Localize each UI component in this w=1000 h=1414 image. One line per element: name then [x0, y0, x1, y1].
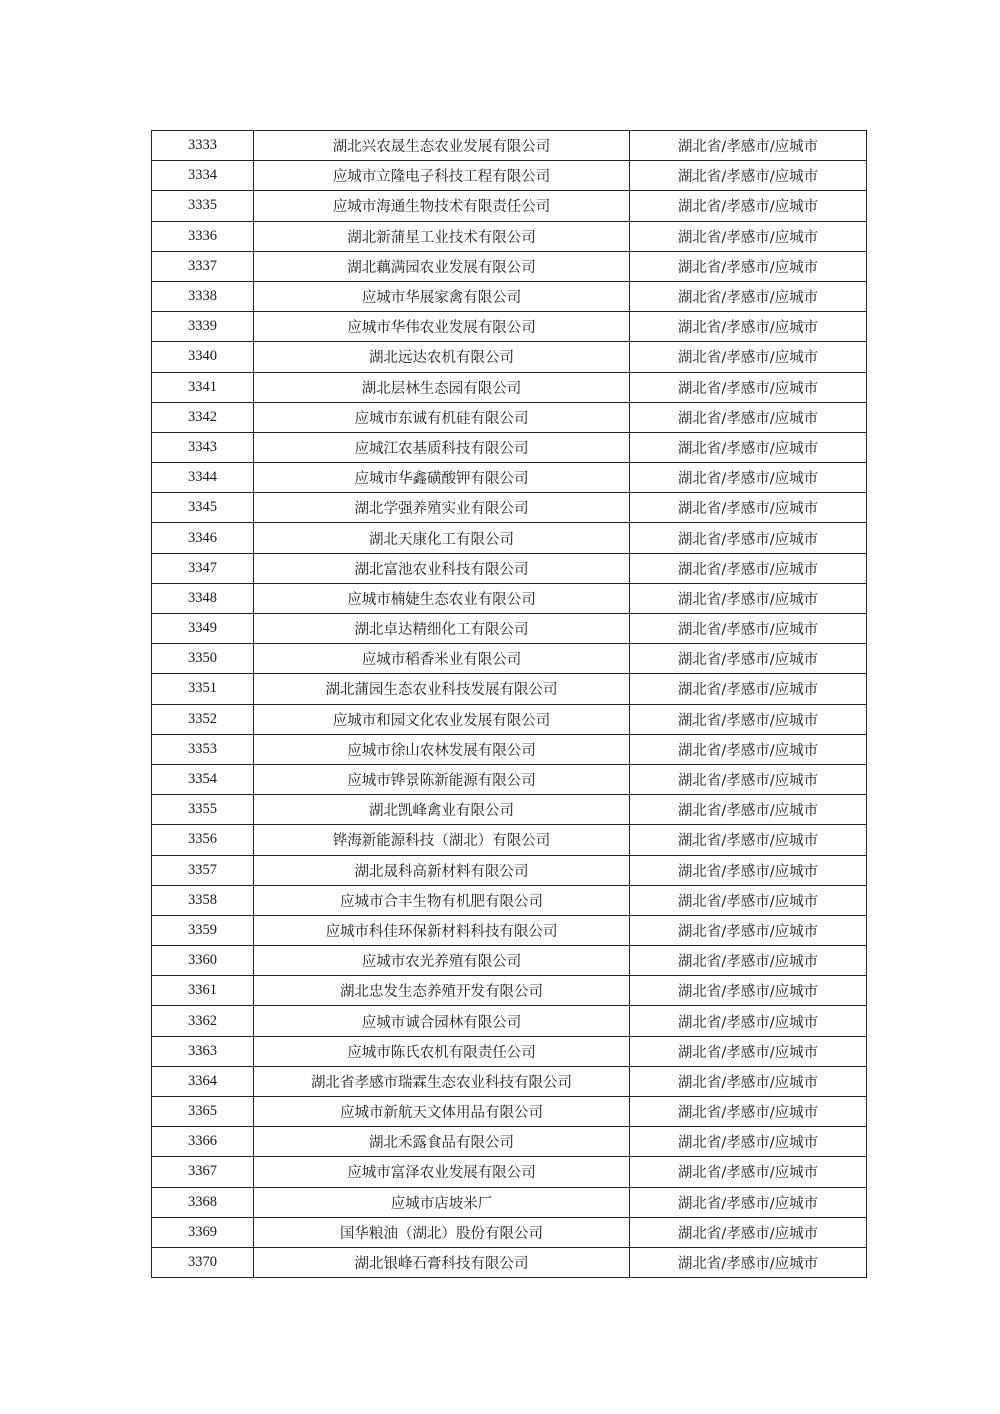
row-number-cell: 3340 [152, 342, 254, 372]
company-name-cell: 应城市新航天文体用品有限公司 [254, 1097, 630, 1127]
region-cell: 湖北省/孝感市/应城市 [630, 1036, 867, 1066]
table-row [152, 312, 867, 342]
region-cell: 湖北省/孝感市/应城市 [630, 342, 867, 372]
region-cell: 湖北省/孝感市/应城市 [630, 312, 867, 342]
row-number-cell: 3335 [152, 191, 254, 221]
region-cell: 湖北省/孝感市/应城市 [630, 432, 867, 462]
table-row [152, 674, 867, 704]
row-number-cell: 3361 [152, 976, 254, 1006]
table-row [152, 1217, 867, 1247]
region-cell: 湖北省/孝感市/应城市 [630, 402, 867, 432]
row-number-cell: 3366 [152, 1127, 254, 1157]
region-cell: 湖北省/孝感市/应城市 [630, 976, 867, 1006]
row-number-cell: 3349 [152, 614, 254, 644]
table-row [152, 463, 867, 493]
region-cell: 湖北省/孝感市/应城市 [630, 644, 867, 674]
row-number-cell: 3360 [152, 946, 254, 976]
region-cell: 湖北省/孝感市/应城市 [630, 523, 867, 553]
row-number-cell: 3356 [152, 825, 254, 855]
table-row [152, 372, 867, 402]
company-name-cell: 湖北蒲园生态农业科技发展有限公司 [254, 674, 630, 704]
company-name-cell: 湖北晟科高新材料有限公司 [254, 855, 630, 885]
row-number-cell: 3352 [152, 704, 254, 734]
region-cell: 湖北省/孝感市/应城市 [630, 825, 867, 855]
company-name-cell: 湖北兴农晟生态农业发展有限公司 [254, 131, 630, 161]
company-name-cell: 湖北远达农机有限公司 [254, 342, 630, 372]
table-row [152, 644, 867, 674]
company-name-cell: 应城市华鑫磺酸钾有限公司 [254, 463, 630, 493]
region-cell: 湖北省/孝感市/应城市 [630, 1097, 867, 1127]
row-number-cell: 3343 [152, 432, 254, 462]
company-name-cell: 应城市华展家禽有限公司 [254, 281, 630, 311]
row-number-cell: 3348 [152, 583, 254, 613]
table-row [152, 1036, 867, 1066]
table-row [152, 614, 867, 644]
table-row [152, 1006, 867, 1036]
company-name-cell: 应城市店坡米厂 [254, 1187, 630, 1217]
row-number-cell: 3344 [152, 463, 254, 493]
table-row [152, 704, 867, 734]
company-name-cell: 应城江农基质科技有限公司 [254, 432, 630, 462]
company-name-cell: 湖北卓达精细化工有限公司 [254, 614, 630, 644]
row-number-cell: 3365 [152, 1097, 254, 1127]
table-row [152, 161, 867, 191]
row-number-cell: 3358 [152, 885, 254, 915]
company-name-cell: 应城市和园文化农业发展有限公司 [254, 704, 630, 734]
table-row [152, 1157, 867, 1187]
company-name-cell: 湖北天康化工有限公司 [254, 523, 630, 553]
table-row [152, 885, 867, 915]
region-cell: 湖北省/孝感市/应城市 [630, 281, 867, 311]
company-name-cell: 湖北银峰石膏科技有限公司 [254, 1247, 630, 1277]
row-number-cell: 3351 [152, 674, 254, 704]
table-row [152, 432, 867, 462]
region-cell: 湖北省/孝感市/应城市 [630, 1066, 867, 1096]
region-cell: 湖北省/孝感市/应城市 [630, 885, 867, 915]
row-number-cell: 3333 [152, 131, 254, 161]
row-number-cell: 3368 [152, 1187, 254, 1217]
company-name-cell: 湖北层林生态园有限公司 [254, 372, 630, 402]
table-row [152, 855, 867, 885]
region-cell: 湖北省/孝感市/应城市 [630, 553, 867, 583]
row-number-cell: 3337 [152, 251, 254, 281]
company-name-cell: 应城市富泽农业发展有限公司 [254, 1157, 630, 1187]
company-name-cell: 应城市陈氏农机有限责任公司 [254, 1036, 630, 1066]
row-number-cell: 3346 [152, 523, 254, 553]
row-number-cell: 3363 [152, 1036, 254, 1066]
company-name-cell: 应城市海通生物技术有限责任公司 [254, 191, 630, 221]
company-name-cell: 应城市华伟农业发展有限公司 [254, 312, 630, 342]
region-cell: 湖北省/孝感市/应城市 [630, 1157, 867, 1187]
company-table-body [152, 131, 867, 1278]
company-name-cell: 湖北新蒲星工业技术有限公司 [254, 221, 630, 251]
table-row [152, 583, 867, 613]
company-name-cell: 应城市东诚有机硅有限公司 [254, 402, 630, 432]
table-row [152, 191, 867, 221]
table-row [152, 795, 867, 825]
company-name-cell: 应城市立隆电子科技工程有限公司 [254, 161, 630, 191]
region-cell: 湖北省/孝感市/应城市 [630, 764, 867, 794]
company-name-cell: 湖北学强养殖实业有限公司 [254, 493, 630, 523]
row-number-cell: 3355 [152, 795, 254, 825]
company-name-cell: 湖北忠发生态养殖开发有限公司 [254, 976, 630, 1006]
company-name-cell: 湖北禾露食品有限公司 [254, 1127, 630, 1157]
region-cell: 湖北省/孝感市/应城市 [630, 1217, 867, 1247]
table-row [152, 523, 867, 553]
table-row [152, 915, 867, 945]
table-row [152, 1066, 867, 1096]
region-cell: 湖北省/孝感市/应城市 [630, 251, 867, 281]
region-cell: 湖北省/孝感市/应城市 [630, 191, 867, 221]
company-name-cell: 应城市诚合园林有限公司 [254, 1006, 630, 1036]
company-name-cell: 应城市合丰生物有机肥有限公司 [254, 885, 630, 915]
region-cell: 湖北省/孝感市/应城市 [630, 1187, 867, 1217]
region-cell: 湖北省/孝感市/应城市 [630, 161, 867, 191]
region-cell: 湖北省/孝感市/应城市 [630, 1127, 867, 1157]
row-number-cell: 3369 [152, 1217, 254, 1247]
table-row [152, 734, 867, 764]
region-cell: 湖北省/孝感市/应城市 [630, 734, 867, 764]
company-name-cell: 应城市徐山农林发展有限公司 [254, 734, 630, 764]
table-row [152, 976, 867, 1006]
company-name-cell: 湖北藕满园农业发展有限公司 [254, 251, 630, 281]
row-number-cell: 3364 [152, 1066, 254, 1096]
row-number-cell: 3350 [152, 644, 254, 674]
company-table [151, 130, 867, 1278]
region-cell: 湖北省/孝感市/应城市 [630, 131, 867, 161]
table-row [152, 553, 867, 583]
region-cell: 湖北省/孝感市/应城市 [630, 614, 867, 644]
company-name-cell: 应城市楠婕生态农业有限公司 [254, 583, 630, 613]
company-name-cell: 湖北省孝感市瑞霖生态农业科技有限公司 [254, 1066, 630, 1096]
table-row [152, 281, 867, 311]
row-number-cell: 3339 [152, 312, 254, 342]
company-name-cell: 应城市农光养殖有限公司 [254, 946, 630, 976]
region-cell: 湖北省/孝感市/应城市 [630, 221, 867, 251]
region-cell: 湖北省/孝感市/应城市 [630, 674, 867, 704]
row-number-cell: 3347 [152, 553, 254, 583]
table-row [152, 764, 867, 794]
row-number-cell: 3342 [152, 402, 254, 432]
region-cell: 湖北省/孝感市/应城市 [630, 855, 867, 885]
row-number-cell: 3367 [152, 1157, 254, 1187]
region-cell: 湖北省/孝感市/应城市 [630, 463, 867, 493]
table-row [152, 946, 867, 976]
region-cell: 湖北省/孝感市/应城市 [630, 915, 867, 945]
region-cell: 湖北省/孝感市/应城市 [630, 372, 867, 402]
row-number-cell: 3354 [152, 764, 254, 794]
table-row [152, 1127, 867, 1157]
row-number-cell: 3334 [152, 161, 254, 191]
company-name-cell: 应城市铧景陈新能源有限公司 [254, 764, 630, 794]
company-name-cell: 国华粮油（湖北）股份有限公司 [254, 1217, 630, 1247]
region-cell: 湖北省/孝感市/应城市 [630, 704, 867, 734]
row-number-cell: 3353 [152, 734, 254, 764]
table-row [152, 825, 867, 855]
region-cell: 湖北省/孝感市/应城市 [630, 795, 867, 825]
row-number-cell: 3357 [152, 855, 254, 885]
region-cell: 湖北省/孝感市/应城市 [630, 1006, 867, 1036]
row-number-cell: 3336 [152, 221, 254, 251]
table-row [152, 1097, 867, 1127]
table-row [152, 402, 867, 432]
table-row [152, 493, 867, 523]
row-number-cell: 3370 [152, 1247, 254, 1277]
table-row [152, 251, 867, 281]
region-cell: 湖北省/孝感市/应城市 [630, 583, 867, 613]
region-cell: 湖北省/孝感市/应城市 [630, 946, 867, 976]
table-row [152, 131, 867, 161]
company-name-cell: 应城市稻香米业有限公司 [254, 644, 630, 674]
company-name-cell: 铧海新能源科技（湖北）有限公司 [254, 825, 630, 855]
company-name-cell: 湖北富池农业科技有限公司 [254, 553, 630, 583]
row-number-cell: 3362 [152, 1006, 254, 1036]
table-row [152, 221, 867, 251]
region-cell: 湖北省/孝感市/应城市 [630, 493, 867, 523]
table-row [152, 342, 867, 372]
company-name-cell: 应城市科佳环保新材料科技有限公司 [254, 915, 630, 945]
row-number-cell: 3338 [152, 281, 254, 311]
table-row [152, 1247, 867, 1277]
company-name-cell: 湖北凯峰禽业有限公司 [254, 795, 630, 825]
row-number-cell: 3359 [152, 915, 254, 945]
row-number-cell: 3345 [152, 493, 254, 523]
table-row [152, 1187, 867, 1217]
row-number-cell: 3341 [152, 372, 254, 402]
region-cell: 湖北省/孝感市/应城市 [630, 1247, 867, 1277]
